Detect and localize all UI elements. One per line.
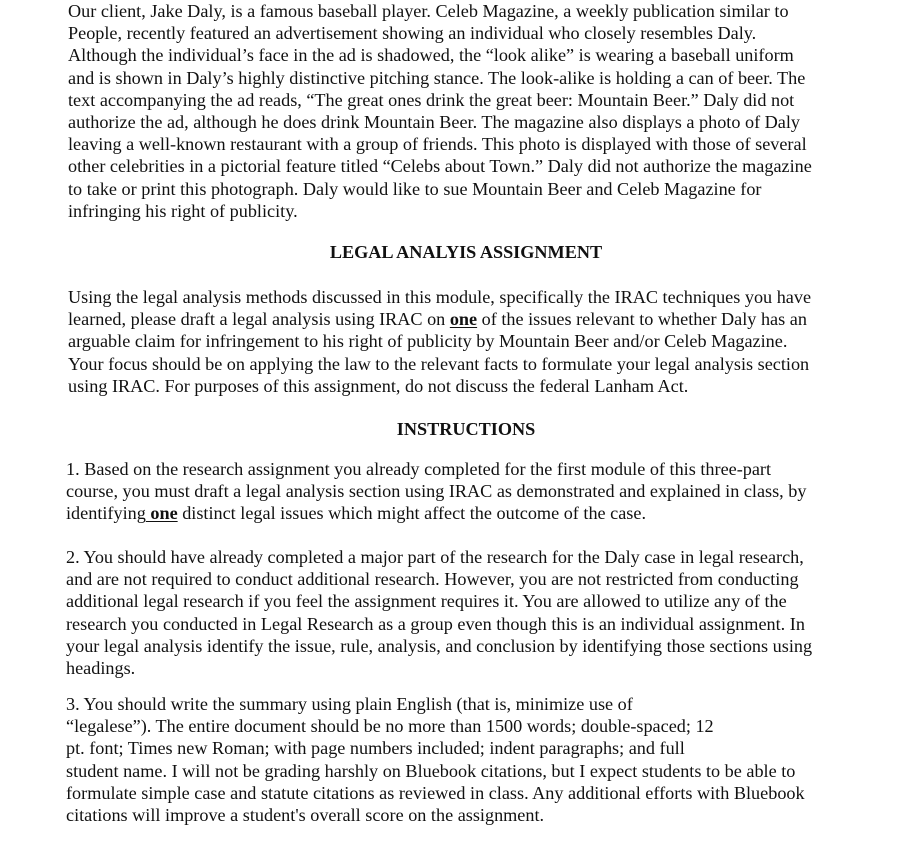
analysis-line: Your focus should be on applying the law to the relevant facts to formulate your legal analysis section (68, 353, 810, 374)
scenario-line: other celebrities in a pictorial feature titled “Celebs about Town.” Daly did not authorize the magazine (68, 156, 812, 177)
emphasis-one: one (145, 503, 178, 524)
instruction-line: your legal analysis identify the issue, rule, analysis, and conclusion by identifying those sections using (66, 635, 813, 656)
legal-analysis-paragraph (68, 286, 811, 397)
scenario-line: text accompanying the ad reads, “The great ones drink the great beer: Mountain Beer.” Daly did not (68, 89, 795, 110)
analysis-text: learned, please draft a legal analysis using IRAC on (68, 309, 450, 330)
scenario-line: Our client, Jake Daly, is a famous baseball player. Celeb Magazine, a weekly publication similar to (68, 1, 789, 21)
instruction-line: formulate simple case and statute citations as reviewed in class. Any additional efforts with Bluebook (66, 782, 805, 803)
instruction-line (66, 502, 806, 524)
instruction-text: identifying (66, 503, 146, 524)
instruction-line: research you conducted in Legal Research as a group even though this is an individual assignment. In (66, 613, 805, 634)
instruction-item-1 (66, 458, 806, 525)
emphasis-one: one (449, 309, 478, 330)
instruction-line: 2. You should have already completed a major part of the research for the Daly case in legal research, (66, 547, 804, 567)
instruction-line: additional legal research if you feel the assignment requires it. You are allowed to utilize any of the (66, 591, 787, 612)
analysis-line: arguable claim for infringement to his right of publicity by Mountain Beer and/or Celeb Magazine. (68, 331, 788, 352)
scenario-line: People, recently featured an advertisement showing an individual who closely resembles Daly. (68, 23, 757, 44)
instructions-heading: INSTRUCTIONS (396, 419, 536, 439)
scenario-line: authorize the ad, although he does drink Mountain Beer. The magazine also displays a photo of Daly (68, 112, 801, 133)
instruction-item-2 (66, 546, 812, 679)
scenario-line: Although the individual’s face in the ad is shadowed, the “look alike” is wearing a baseball uniform (68, 45, 794, 66)
scenario-line: infringing his right of publicity. (68, 200, 298, 221)
analysis-line: Using the legal analysis methods discussed in this module, specifically the IRAC techniques you have (68, 287, 812, 307)
instruction-line: course, you must draft a legal analysis section using IRAC as demonstrated and explained in class, by (66, 481, 807, 502)
analysis-line (68, 308, 811, 330)
instruction-text: distinct legal issues which might affect the outcome of the case. (177, 503, 647, 524)
instruction-item-3 (66, 693, 805, 826)
scenario-line: leaving a well-known restaurant with a group of friends. This photo is displayed with those of several (68, 134, 807, 155)
analysis-line: using IRAC. For purposes of this assignment, do not discuss the federal Lanham Act. (68, 375, 689, 396)
instruction-line: 3. You should write the summary using plain English (that is, minimize use of (66, 694, 633, 714)
instruction-line: headings. (66, 658, 136, 679)
analysis-text: of the issues relevant to whether Daly has an (477, 309, 807, 330)
scenario-paragraph (68, 0, 812, 222)
scenario-line: to take or print this photograph. Daly would like to sue Mountain Beer and Celeb Magazine for (68, 178, 762, 199)
legal-analysis-heading: LEGAL ANALYIS ASSIGNMENT (329, 242, 603, 262)
instruction-line: 1. Based on the research assignment you already completed for the first module of this three-part (66, 459, 772, 479)
instruction-line: pt. font; Times new Roman; with page numbers included; indent paragraphs; and full (66, 738, 685, 759)
instruction-line: and are not required to conduct additional research. However, you are not restricted from conducting (66, 569, 799, 590)
instruction-line: “legalese”). The entire document should be no more than 1500 words; double-spaced; 12 (66, 716, 714, 737)
scenario-line: and is shown in Daly’s highly distinctive pitching stance. The look-alike is holding a can of beer. The (68, 67, 806, 88)
instruction-line: citations will improve a student's overall score on the assignment. (66, 805, 545, 826)
instruction-line: student name. I will not be grading harshly on Bluebook citations, but I expect students to be able to (66, 760, 796, 781)
